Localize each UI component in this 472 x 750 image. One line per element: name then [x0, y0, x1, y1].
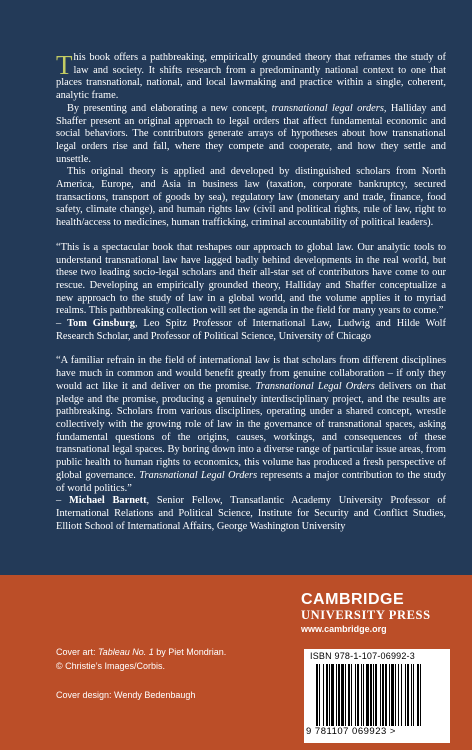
isbn-barcode	[304, 649, 450, 743]
barcode-stripe	[380, 664, 381, 726]
barcode-stripe	[323, 664, 324, 726]
barcode-stripe	[319, 664, 320, 726]
barcode-stripe	[326, 664, 328, 726]
barcode-stripe	[338, 664, 340, 726]
endorsement-ginsburg: “This is a spectacular book that reshapes our approach to global law. Our analytic tools to understand transnational law have lagged badly behind developments in the real world, but these two leading socio-legal scholars and their all-star set of contributors have come to our rescue. Developing an empirically grounded theory, Halliday and Shaffer conceptualize a new approach to the study of law in a global world, and the volume applies it to myriad realms. This pathbreaking collection will set the agenda in the field for many years to come.” – Tom Ginsburg, Leo Spitz Professor of International Law, Ludwig and Hilde Wolf Research Scholar, and Professor of Political Science, University of Chicago	[56, 241, 446, 342]
barcode-stripe	[345, 664, 346, 726]
barcode-stripe	[417, 664, 419, 726]
isbn-label: ISBN 978-1-107-06992-3	[310, 651, 415, 661]
concept-term: transnational legal orders,	[271, 102, 387, 114]
publisher-url: www.cambridge.org	[301, 624, 387, 634]
barcode-stripe	[405, 664, 406, 726]
barcode-stripe	[355, 664, 356, 726]
barcode-stripe	[401, 664, 402, 726]
barcode-stripe	[366, 664, 369, 726]
barcode-stripe	[420, 664, 421, 726]
barcode-stripe	[411, 664, 412, 726]
barcode-stripe	[348, 664, 350, 726]
blurb-text	[56, 52, 446, 533]
barcode-stripe	[341, 664, 344, 726]
barcode-stripe	[413, 664, 414, 726]
barcode-stripe	[373, 664, 374, 726]
barcode-stripe	[329, 664, 330, 726]
barcode-stripe	[363, 664, 364, 726]
blurb-paragraph-2: By presenting and elaborating a new concept, transnational legal orders, Halliday and Shaffer present an original approach to legal orders that affect fundamental economic and social behaviors. The contributors generate arrays of hypotheses about how transnational legal orders rise and fall, where they compete and cooperate, and how they settle and unsettle.	[56, 102, 446, 165]
barcode-digits: 9 781107 069923 >	[306, 726, 396, 737]
copyright-credit: © Christie’s Images/Corbis.	[56, 661, 165, 671]
barcode-stripe	[370, 664, 372, 726]
barcode-stripe	[395, 664, 396, 726]
barcode-stripe	[336, 664, 337, 726]
cover-design-credit: Cover design: Wendy Bedenbaugh	[56, 690, 196, 700]
endorser-name: Tom Ginsburg	[67, 318, 135, 330]
publisher-logo	[301, 591, 451, 635]
barcode-stripe	[391, 664, 394, 726]
cover-art-credit: Cover art: Tableau No. 1 by Piet Mondrian.	[56, 647, 227, 657]
barcode-stripe	[331, 664, 334, 726]
endorser-name: Michael Barnett	[68, 495, 147, 507]
blurb-paragraph-3: This original theory is applied and developed by distinguished scholars from North America, Europe, and Asia in business law (taxation, corporate bankruptcy, secured transactions, transport of goods by sea), regulatory law (monetary and trade, finance, food safety, climate change), and human rights law (civil and political rights, rule of law, right to health/access to medicines, human trafficking, criminal accountability of political leaders).	[56, 166, 446, 229]
barcode-stripe	[357, 664, 359, 726]
drop-cap: T	[56, 50, 73, 80]
endorsement-barnett: “A familiar refrain in the field of international law is that scholars from different disciplines have much in common and would benefit greatly from genuine collaboration – if only they would act like it and deliver on the promise. Transnational Legal Orders delivers on that pledge and the promise, producing a genuinely interdisciplinary project, and the results are pathbreaking. Scholars from various disciplines, operating under a shared concept, wrestle collectively with the growing role of law in the governance of transnational spaces, asking fundamental questions of the origins, causes, workings, and consequences of these transnational legal spaces. By boring down into a diverse range of particular issue areas, from public health to human rights to economics, this volume has produced a fresh perspective of global governance. Transnational Legal Orders represents a major contribution to the study of world politics.” – Michael Barnett, Senior Fellow, Transatlantic Academy University Professor of International Relations and Political Science, Institute for Security and Conflict Studies, Elliott School of International Affairs, George Washington University	[56, 355, 446, 532]
barcode-stripe	[361, 664, 362, 726]
barcode-stripe	[316, 664, 318, 726]
barcode-stripe	[407, 664, 409, 726]
barcode-stripe	[375, 664, 377, 726]
barcode-bars	[316, 664, 446, 726]
barcode-stripe	[351, 664, 352, 726]
barcode-stripe	[385, 664, 387, 726]
barcode-stripe	[382, 664, 384, 726]
blurb-paragraph-1: This book offers a pathbreaking, empirically grounded theory that reframes the study of law and society. It shifts research from a predominantly national context to one that places transnational, national, and local lawmaking and practice within a single, coherent, analytic frame.	[56, 50, 446, 102]
publisher-name: CAMBRIDGE	[301, 591, 405, 608]
publisher-subtitle: UNIVERSITY PRESS	[301, 608, 431, 622]
barcode-stripe	[398, 664, 399, 726]
barcode-stripe	[389, 664, 390, 726]
